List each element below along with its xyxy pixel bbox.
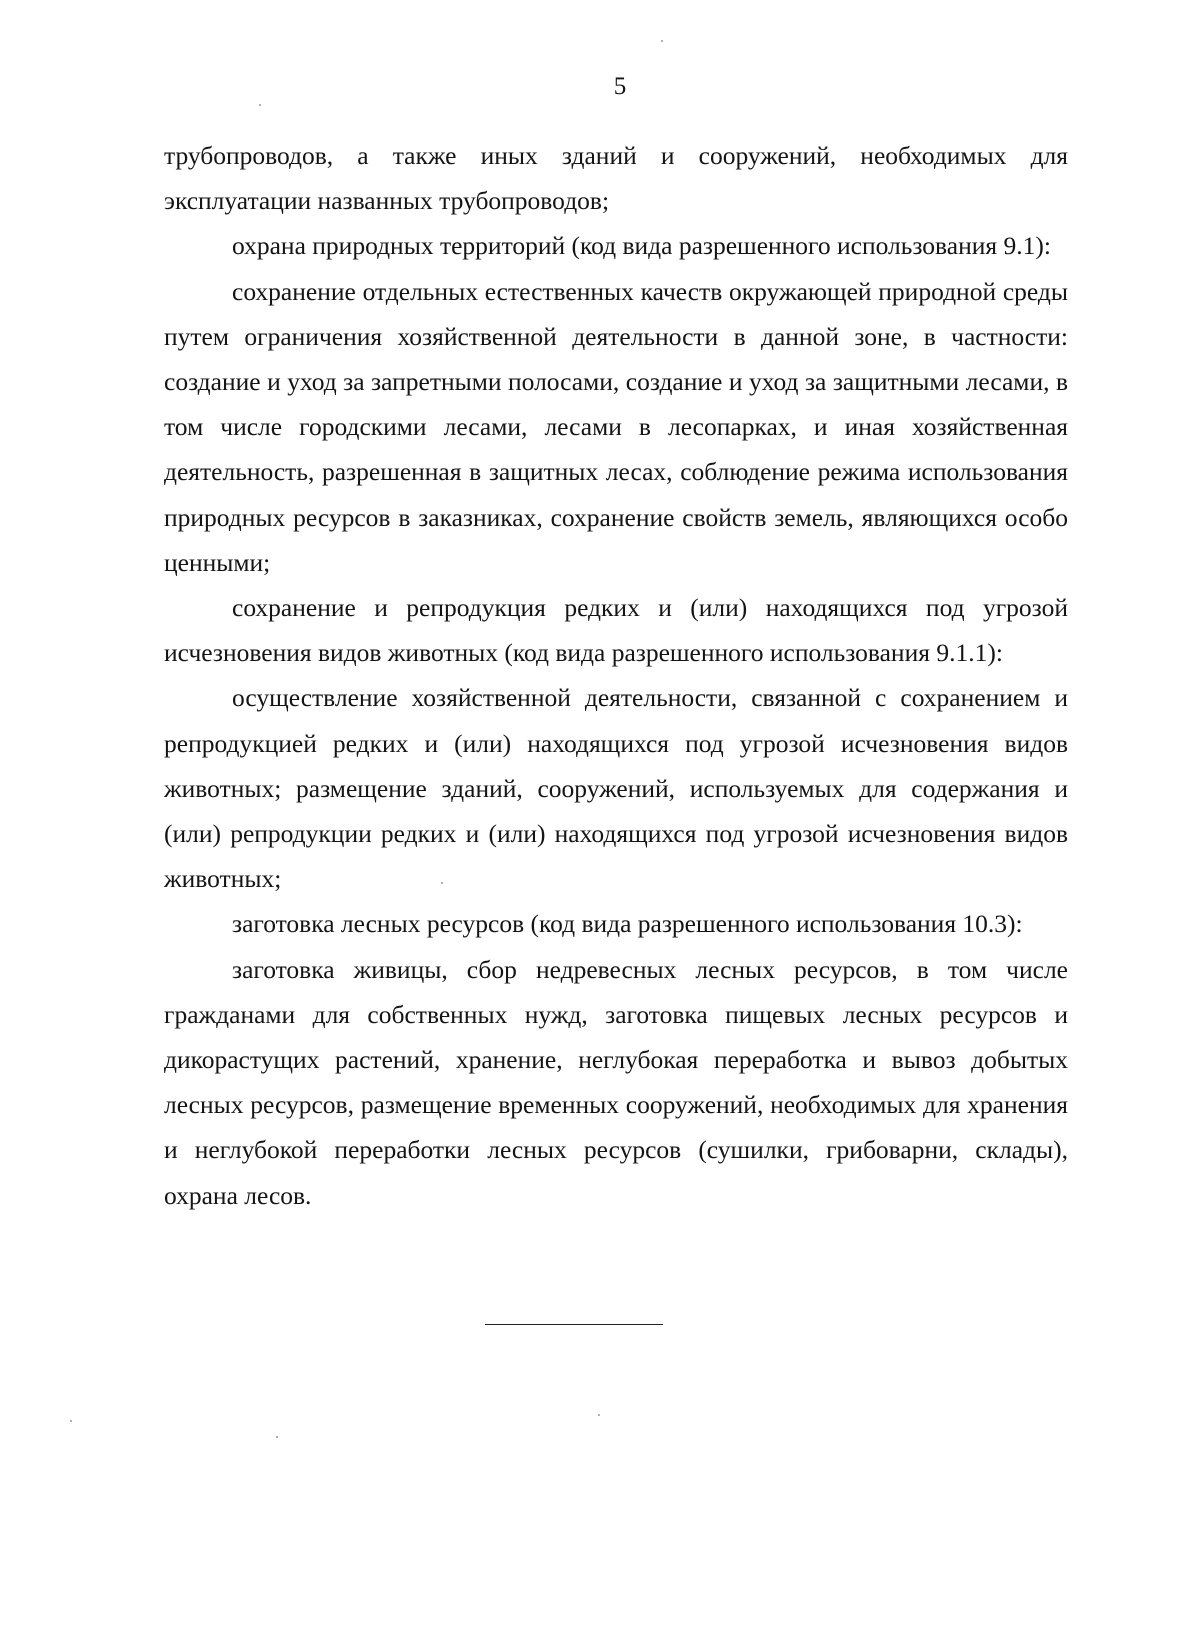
paragraph-rare-species-description: осуществление хозяйственной деятельности, связанной с сохранением и репродукцией редких и (или) находящихся под угрозой исчезновения видов животных; размещение зданий, сооружений, используемых для содержания и (или) репродукции редких и (или) находящихся под угрозой исчезновения видов животных; [164,683,1068,894]
paragraph-forest-resources-description: заготовка живицы, сбор недревесных лесных ресурсов, в том числе гражданами для собственных нужд, заготовка пищевых лесных ресурсов и дикорастущих растений, хранение, неглубокая переработка и вывоз добытых лесных ресурсов, размещение временных сооружений, необходимых для хранения и неглубокой переработки лесных ресурсов (сушилки, грибоварни, склады), охрана лесов. [164,954,1068,1210]
scan-speck [598,1414,600,1416]
paragraph-nature-protection-description: сохранение отдельных естественных качеств окружающей природной среды путем ограничения хозяйственной деятельности в данной зоне, в частности: создание и уход за запретными полосами, создание и уход за защитными лесами, в том числе городскими лесами, лесами в лесопарках, и иная хозяйственная деятельность, разрешенная в защитных лесах, соблюдение режима использования природных ресурсов в заказниках, сохранение свойств земель, являющихся особо ценными; [164,276,1068,577]
paragraph-nature-protection-heading: охрана природных территорий (код вида разрешенного использования 9.1): [232,231,1051,261]
paragraph-pipelines-continuation: трубопроводов, а также иных зданий и сооружений, необходимых для эксплуатации названных трубопроводов; [164,141,1068,216]
page-number: 5 [613,73,627,100]
scan-speck [259,104,261,106]
scan-speck [441,882,443,884]
paragraph-forest-resources-heading: заготовка лесных ресурсов (код вида разрешенного использования 10.3): [232,909,1023,939]
scan-speck [276,1436,278,1438]
scan-speck [661,40,663,42]
end-of-document-rule [485,1324,663,1325]
document-body [164,133,1068,1218]
paragraph-rare-species-heading: сохранение и репродукция редких и (или) находящихся под угрозой исчезновения видов животных (код вида разрешенного использования 9.1.1): [164,593,1068,668]
scan-speck [70,1420,72,1422]
